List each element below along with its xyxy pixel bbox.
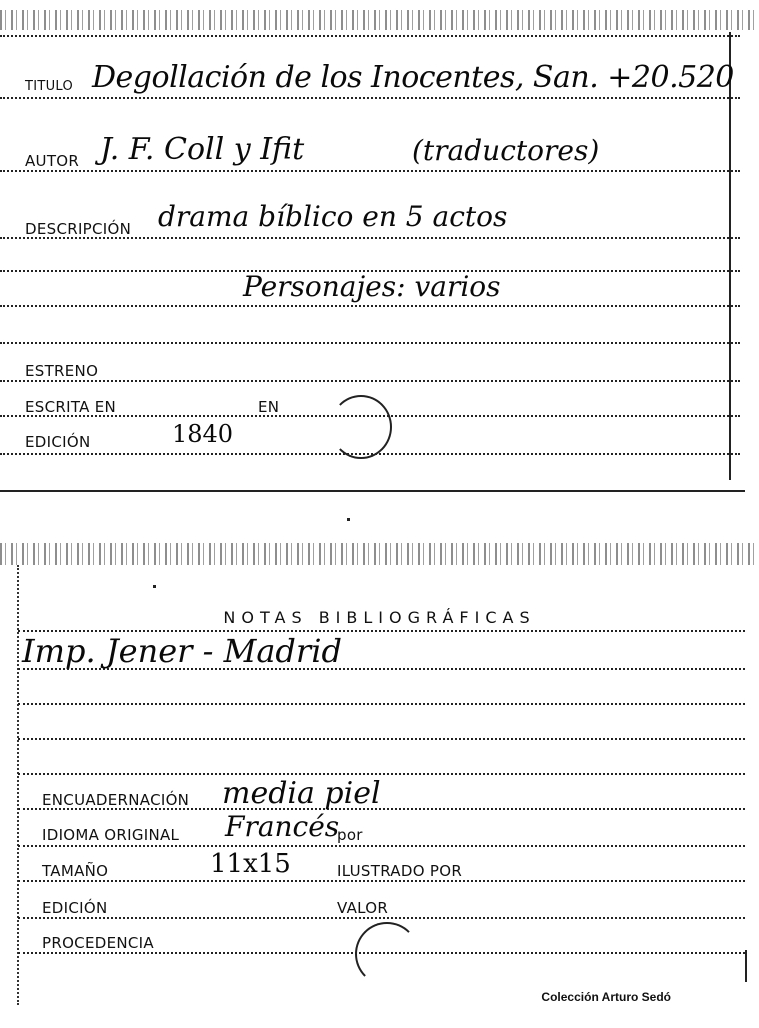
encuadernacion-value: media piel (222, 776, 381, 811)
encuadernacion-label: ENCUADERNACIÓN (42, 791, 190, 809)
top-card-right-border (729, 32, 731, 480)
edicion-label: EDICIÓN (25, 433, 91, 451)
tamano-label: TAMAÑO (42, 862, 109, 880)
idioma-label: IDIOMA ORIGINAL (42, 826, 180, 844)
rule (0, 342, 740, 344)
rule (18, 880, 745, 882)
por-label: por (337, 826, 363, 844)
rule (18, 917, 745, 919)
valor-label: VALOR (337, 899, 389, 917)
top-card-bottom-edge (0, 490, 745, 492)
idioma-value: Francés (225, 810, 340, 843)
rule (18, 845, 745, 847)
speck (153, 585, 156, 588)
rule (18, 738, 745, 740)
estreno-label: ESTRENO (25, 362, 99, 380)
rule (0, 35, 740, 37)
stamp-circle (355, 922, 419, 986)
rule (18, 773, 745, 775)
descripcion-value: drama bíblico en 5 actos (158, 200, 508, 233)
bottom-card-torn-edge (0, 543, 759, 565)
speck (347, 518, 350, 521)
procedencia-label: PROCEDENCIA (42, 934, 154, 952)
notas-value: Imp. Jener - Madrid (22, 632, 342, 670)
escrita-label: ESCRITA EN (25, 398, 117, 416)
titulo-value: Degollación de los Inocentes, San. +20.520 (92, 60, 734, 95)
tamano-value: 11x15 (210, 849, 291, 879)
top-card-torn-edge (0, 10, 759, 30)
collection-footer: Colección Arturo Sedó (541, 990, 671, 1004)
autor-label: AUTOR (25, 152, 80, 170)
notas-heading: NOTAS BIBLIOGRÁFICAS (223, 608, 536, 627)
ilustrado-label: ILUSTRADO POR (337, 862, 463, 880)
rule (18, 703, 745, 705)
rule (0, 170, 740, 172)
rule (0, 380, 740, 382)
bottom-card-right-border (745, 950, 747, 982)
personajes-value: Personajes: varios (243, 270, 501, 303)
autor-value: J. F. Coll y Ifit (100, 132, 305, 167)
titulo-label: TITULO (25, 79, 74, 94)
en-label: EN (258, 398, 280, 416)
edicion-bottom-label: EDICIÓN (42, 899, 108, 917)
rule (0, 305, 740, 307)
descripcion-label: DESCRIPCIÓN (25, 220, 132, 238)
stamp-circle (330, 395, 392, 459)
autor-note: (traductores) (412, 134, 600, 167)
edicion-value: 1840 (172, 420, 234, 448)
rule (0, 97, 740, 99)
